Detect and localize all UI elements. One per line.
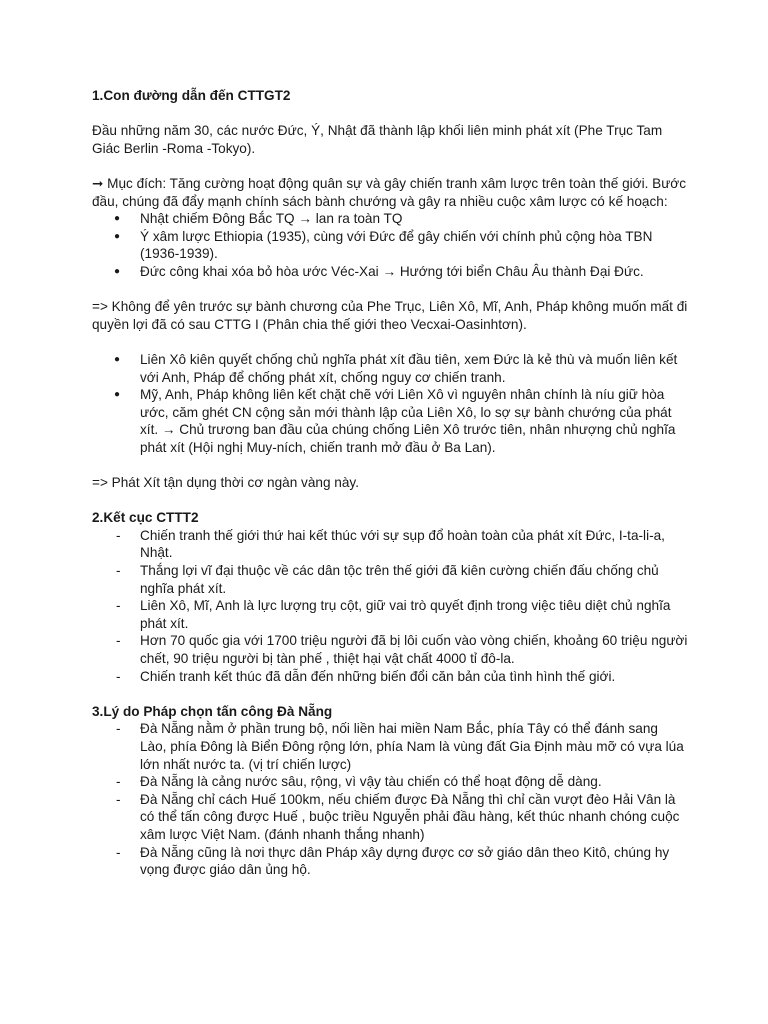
list-item: - Thắng lợi vĩ đại thuộc về các dân tộc trên thế giới đã kiên cường chiến đấu chống chủ nghĩa phát xít.	[92, 562, 688, 597]
list-item: ● Nhật chiếm Đông Bắc TQ → lan ra toàn TQ	[92, 210, 688, 228]
list-item: ● Liên Xô kiên quyết chống chủ nghĩa phát xít đầu tiên, xem Đức là kẻ thù và muốn liên kết với Anh, Pháp để chống phát xít, chống nguy cơ chiến tranh.	[92, 351, 688, 386]
section-1-bullet-list	[92, 210, 688, 280]
list-item: - Chiến tranh thế giới thứ hai kết thúc với sự sụp đổ hoàn toàn của phát xít Đức, I-ta-li-a, Nhật.	[92, 527, 688, 562]
section-1-conclusion-1: => Không để yên trước sự bành chương của Phe Trục, Liên Xô, Mĩ, Anh, Pháp không muốn mất đi quyền lợi đã có sau CTTG I (Phân chia thế giới theo Vecxai-Oasinhtơn).	[92, 299, 688, 332]
section-3-title: 3.Lý do Pháp chọn tấn công Đà Nẵng	[92, 703, 333, 719]
list-item: - Liên Xô, Mĩ, Anh là lực lượng trụ cột, giữ vai trò quyết định trong việc tiêu diệt chủ nghĩa phát xít.	[92, 597, 688, 632]
section-1-conclusion-2: => Phát Xít tận dụng thời cơ ngàn vàng này.	[92, 475, 359, 491]
section-1-intro: Đầu những năm 30, các nước Đức, Ý, Nhật đã thành lập khối liên minh phát xít (Phe Trục Tam Giác Berlin -Roma -Tokyo).	[92, 123, 663, 156]
section-3-list	[92, 720, 688, 878]
list-item: - Đà Nẵng chỉ cách Huế 100km, nếu chiếm được Đà Nẵng thì chỉ cần vượt đèo Hải Vân là có thể tấn công được Huế , buộc triều Nguyễn phải đầu hàng, kết thúc nhanh chóng cuộc xâm lược Việt Nam. (đánh nhanh thắng nhanh)	[92, 791, 688, 844]
list-item: - Hơn 70 quốc gia với 1700 triệu người đã bị lôi cuốn vào vòng chiến, khoảng 60 triệu người chết, 90 triệu người bị tàn phế , thiệt hại vật chất 4000 tỉ đô-la.	[92, 632, 688, 667]
list-item: ● Ý xâm lược Ethiopia (1935), cùng với Đức để gây chiến với chính phủ cộng hòa TBN (1936-1939).	[92, 228, 688, 263]
section-1-bullet-list-2	[92, 351, 688, 457]
list-item: - Đà Nẵng là cảng nước sâu, rộng, vì vậy tàu chiến có thể hoạt động dễ dàng.	[92, 773, 688, 791]
list-item: - Đà Nẵng cũng là nơi thực dân Pháp xây dựng được cơ sở giáo dân theo Kitô, chúng hy vọng được giáo dân ủng hộ.	[92, 844, 688, 879]
section-1-purpose: ➞ Mục đích: Tăng cường hoạt động quân sự và gây chiến tranh xâm lược trên toàn thế giới. Bước đầu, chúng đã đẩy mạnh chính sách bành chướng và gây ra nhiều cuộc xâm lược có kế hoạch:	[92, 175, 687, 209]
list-item: - Chiến tranh kết thúc đã dẫn đến những biến đổi căn bản của tình hình thế giới.	[92, 668, 688, 686]
list-item: - Đà Nẵng nằm ở phần trung bộ, nối liền hai miền Nam Bắc, phía Tây có thể đánh sang Lào, phía Đông là Biển Đông rộng lớn, phía Nam là vùng đất Gia Định màu mỡ có vựa lúa lớn nhất nước ta. (vị trí chiến lược)	[92, 720, 688, 773]
list-item: ● Đức công khai xóa bỏ hòa ước Véc-Xai → Hướng tới biển Châu Âu thành Đại Đức.	[92, 263, 688, 281]
section-2-title: 2.Kết cục CTTT2	[92, 510, 199, 526]
list-item: ● Mỹ, Anh, Pháp không liên kết chặt chẽ với Liên Xô vì nguyên nhân chính là níu giữ hòa ước, căm ghét CN cộng sản mới thành lập của Liên Xô, lo sợ sự bành chướng của phát xít. → Chủ trương ban đầu của chúng chống Liên Xô trước tiên, nhân nhượng chủ nghĩa phát xít (Hội nghị Muy-ních, chiến tranh mở đầu ở Ba Lan).	[92, 386, 688, 456]
section-2-list	[92, 527, 688, 685]
document-page	[92, 87, 688, 879]
section-1-title: 1.Con đường dẫn đến CTTGT2	[92, 88, 291, 103]
